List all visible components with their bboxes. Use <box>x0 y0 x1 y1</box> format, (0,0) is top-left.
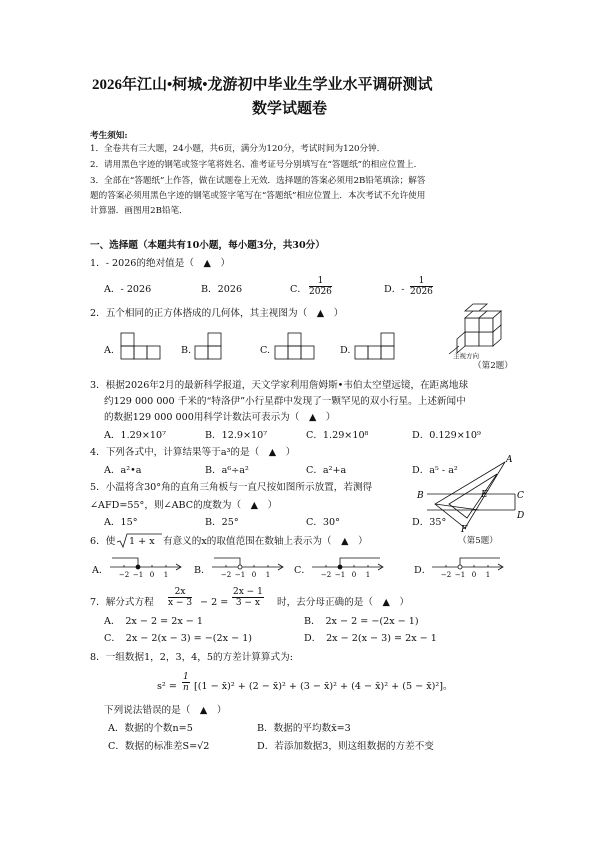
q1-d-numerator: 1 <box>410 276 433 287</box>
q4-option-d: D．a⁵ - a² <box>412 465 458 476</box>
solution-ray <box>340 558 380 567</box>
q3-line-1: 3．根据2026年2月的最新科学报道，天文学家利用詹姆斯•韦伯太空望远镜，在距离地球 <box>90 380 469 391</box>
q2-option-b: B. <box>181 345 192 356</box>
axis-tick-label: −2 <box>320 571 332 579</box>
note-2: 2．请用黑色字迹的钢笔或签字笔将姓名、准考证号分别填写在“答题纸”的相应位置上． <box>90 160 423 170</box>
axis-tick-label: 1 <box>485 571 491 579</box>
q8-question: 下列说法错误的是（ ▲ ） <box>104 705 227 716</box>
q6-option-a: A． <box>92 565 109 576</box>
q8-fraction <box>182 672 190 693</box>
q3-line-2: 约129 000 000 千米的“特洛伊”小行星群中发现了一颗罕见的双小行星。上述新闻中 <box>104 396 466 407</box>
q7-fraction-right <box>232 587 264 608</box>
q1-fraction-c <box>309 276 332 297</box>
q7-option-b: B． 2x − 2 = −(2x − 1) <box>304 616 419 627</box>
q1-option-c: C． <box>290 284 307 295</box>
q8-variance-lhs: s² = <box>157 681 177 692</box>
q7-right-denominator: 3 − x <box>235 598 260 608</box>
note-3-line1: 3．全部在“答题纸”上作答，做在试题卷上无效．选择题的答案必须用2B铅笔填涂；解答 <box>90 176 426 186</box>
q5-caption: （第5题） <box>458 536 498 546</box>
q1-c-denominator: 2026 <box>309 287 332 297</box>
q6-option-d: D． <box>414 565 432 576</box>
closed-dot <box>338 565 342 569</box>
q6-numberline-b <box>212 553 292 581</box>
q2-view-a <box>121 333 161 363</box>
q1-option-a: A．- 2026 <box>104 284 152 295</box>
point-f-label: F <box>461 525 468 535</box>
q2-caption: （第2题） <box>473 361 513 371</box>
note-3-line2: 题的答案必须用黑色字迹的钢笔或签字笔写在“答题纸”相应位置上．本次考试不允许使用 <box>90 191 426 201</box>
q3-option-b: B．12.9×10⁷ <box>205 430 268 441</box>
q7-stem-middle: − 2 = <box>200 597 229 608</box>
point-b-label: B <box>417 491 424 501</box>
exam-subtitle: 数学试题卷 <box>252 101 328 117</box>
point-c-label: C <box>517 491 524 501</box>
solution-ray <box>112 558 138 567</box>
notes-heading: 考生须知: <box>90 131 128 141</box>
axis-tick-label: 1 <box>163 571 169 579</box>
q2-view-b <box>195 333 225 363</box>
point-d-label: D <box>517 511 525 521</box>
q3-option-d: D．0.129×10⁹ <box>412 430 481 441</box>
q5-option-c: C．30° <box>306 517 340 528</box>
open-dot <box>458 565 462 569</box>
q5-option-a: A．15° <box>104 517 138 528</box>
q5-line-2: ∠AFD=55°，则∠ABC的度数为（ ▲ ） <box>90 500 278 511</box>
q7-option-c: C． 2x − 2(x − 3) = −(2x − 1) <box>104 633 253 644</box>
q1-c-numerator: 1 <box>309 276 332 287</box>
solution-ray <box>214 558 240 567</box>
q2-view-d <box>355 333 400 363</box>
q7-stem-suffix: 时，去分母正确的是（ ▲ ） <box>277 597 410 608</box>
exam-title: 2026年江山•柯城•龙游初中毕业生学业水平调研测试 <box>92 77 433 93</box>
note-3-line3: 计算器．画图用2B铅笔． <box>90 206 188 216</box>
q8-numerator: 1 <box>183 672 189 682</box>
q8-option-c: C．数据的标准差S=√2 <box>108 741 210 752</box>
q8-option-b: B．数据的平均数x̄=3 <box>257 723 351 734</box>
q2-view-c <box>275 333 320 363</box>
q7-option-d: D． 2x − 2(x − 3) = 2x − 1 <box>304 633 437 644</box>
q1-fraction-d <box>410 276 433 297</box>
axis-tick-label: −2 <box>220 571 232 579</box>
q6-numberline-d <box>432 553 512 581</box>
q7-left-denominator: x − 3 <box>168 598 193 608</box>
q7-left-numerator: 2x <box>168 587 192 598</box>
q3-option-c: C．1.29×10⁸ <box>306 430 369 441</box>
axis-tick-label: 1 <box>365 571 371 579</box>
q6-stem-prefix: 6．使 <box>90 536 116 547</box>
q2-solid-figure <box>445 296 515 356</box>
axis-tick-label: 0 <box>149 571 155 579</box>
axis-tick-label: −1 <box>454 571 466 579</box>
q1-option-b: B．2026 <box>201 284 243 295</box>
q5-option-b: B．25° <box>205 517 239 528</box>
q4-stem: 4．下列各式中，计算结果等于a³的是（ ▲ ） <box>90 447 296 458</box>
q6-numberline-c <box>312 553 392 581</box>
q4-option-c: C．a²+a <box>306 465 347 476</box>
q2-view-direction-label: 主视方向 <box>453 352 479 360</box>
set-square-inner <box>449 474 497 518</box>
q8-denominator: n <box>182 683 189 693</box>
note-1: 1．全卷共有三大题，24小题，共6页，满分为120分，考试时间为120分钟． <box>90 144 386 154</box>
q8-stem: 8．一组数据1，2，3，4，5的方差计算算式为: <box>90 652 293 663</box>
q2-option-d: D. <box>340 345 351 356</box>
q4-option-b: B．a⁶÷a² <box>205 465 249 476</box>
set-square-outer <box>435 462 505 528</box>
q8-option-d: D．若添加数据3，则这组数据的方差不变 <box>257 741 434 752</box>
q8-variance-expression: [(1 − x̄)² + (2 − x̄)² + (3 − x̄)² + (4 − x̄)² + (5 − x̄)²]。 <box>194 681 453 692</box>
q2-option-a: A. <box>104 345 114 356</box>
q2-stem: 2．五个相同的正方体搭成的几何体，其主视图为（ ▲ ） <box>90 308 344 319</box>
q5-figure <box>415 452 525 537</box>
axis-tick-label: 0 <box>471 571 477 579</box>
q5-line-1: 5．小温将含30°角的直角三角板与一直尺按如图所示放置，若测得 <box>90 482 373 493</box>
axis-tick-label: −2 <box>440 571 452 579</box>
point-a-label: A <box>506 455 513 465</box>
q1-stem: 1．- 2026的绝对值是（ ▲ ） <box>90 258 231 269</box>
q8-option-a: A．数据的个数n=5 <box>108 723 193 734</box>
q7-right-numerator: 2x − 1 <box>233 587 263 597</box>
axis-tick-label: 1 <box>265 571 271 579</box>
axis-tick-label: 0 <box>351 571 357 579</box>
open-dot <box>238 565 242 569</box>
q4-option-a: A．a²•a <box>104 465 142 476</box>
q6-stem-suffix: 有意义的x的取值范围在数轴上表示为（ ▲ ） <box>163 536 368 547</box>
axis-tick-label: 0 <box>251 571 257 579</box>
q1-option-d: D．- <box>384 284 405 295</box>
q1-d-denominator: 2026 <box>410 287 433 297</box>
axis-tick-label: −1 <box>334 571 346 579</box>
axis-tick-label: −1 <box>132 571 144 579</box>
closed-dot <box>136 565 140 569</box>
q6-option-b: B． <box>194 565 211 576</box>
q5-option-d: D．35° <box>412 517 447 528</box>
q6-radicand: 1 + x <box>129 536 155 547</box>
axis-tick-label: −1 <box>234 571 246 579</box>
axis-tick-label: −2 <box>118 571 130 579</box>
section-heading: 一、选择题（本题共有10小题，每小题3分，共30分） <box>90 240 325 251</box>
q3-line-3: 的数据129 000 000用科学计数法可表示为（ ▲ ） <box>104 412 336 423</box>
q6-option-c: C． <box>294 565 311 576</box>
solution-ray <box>460 558 500 567</box>
q7-stem-prefix: 7．解分式方程 <box>90 597 154 608</box>
q2-option-c: C. <box>260 345 271 356</box>
q7-option-a: A． 2x − 2 = 2x − 1 <box>104 616 203 627</box>
q3-option-a: A．1.29×10⁷ <box>104 430 166 441</box>
point-e-label: E <box>481 490 488 500</box>
q6-numberline-a <box>110 553 190 581</box>
q7-fraction-left <box>168 587 192 608</box>
